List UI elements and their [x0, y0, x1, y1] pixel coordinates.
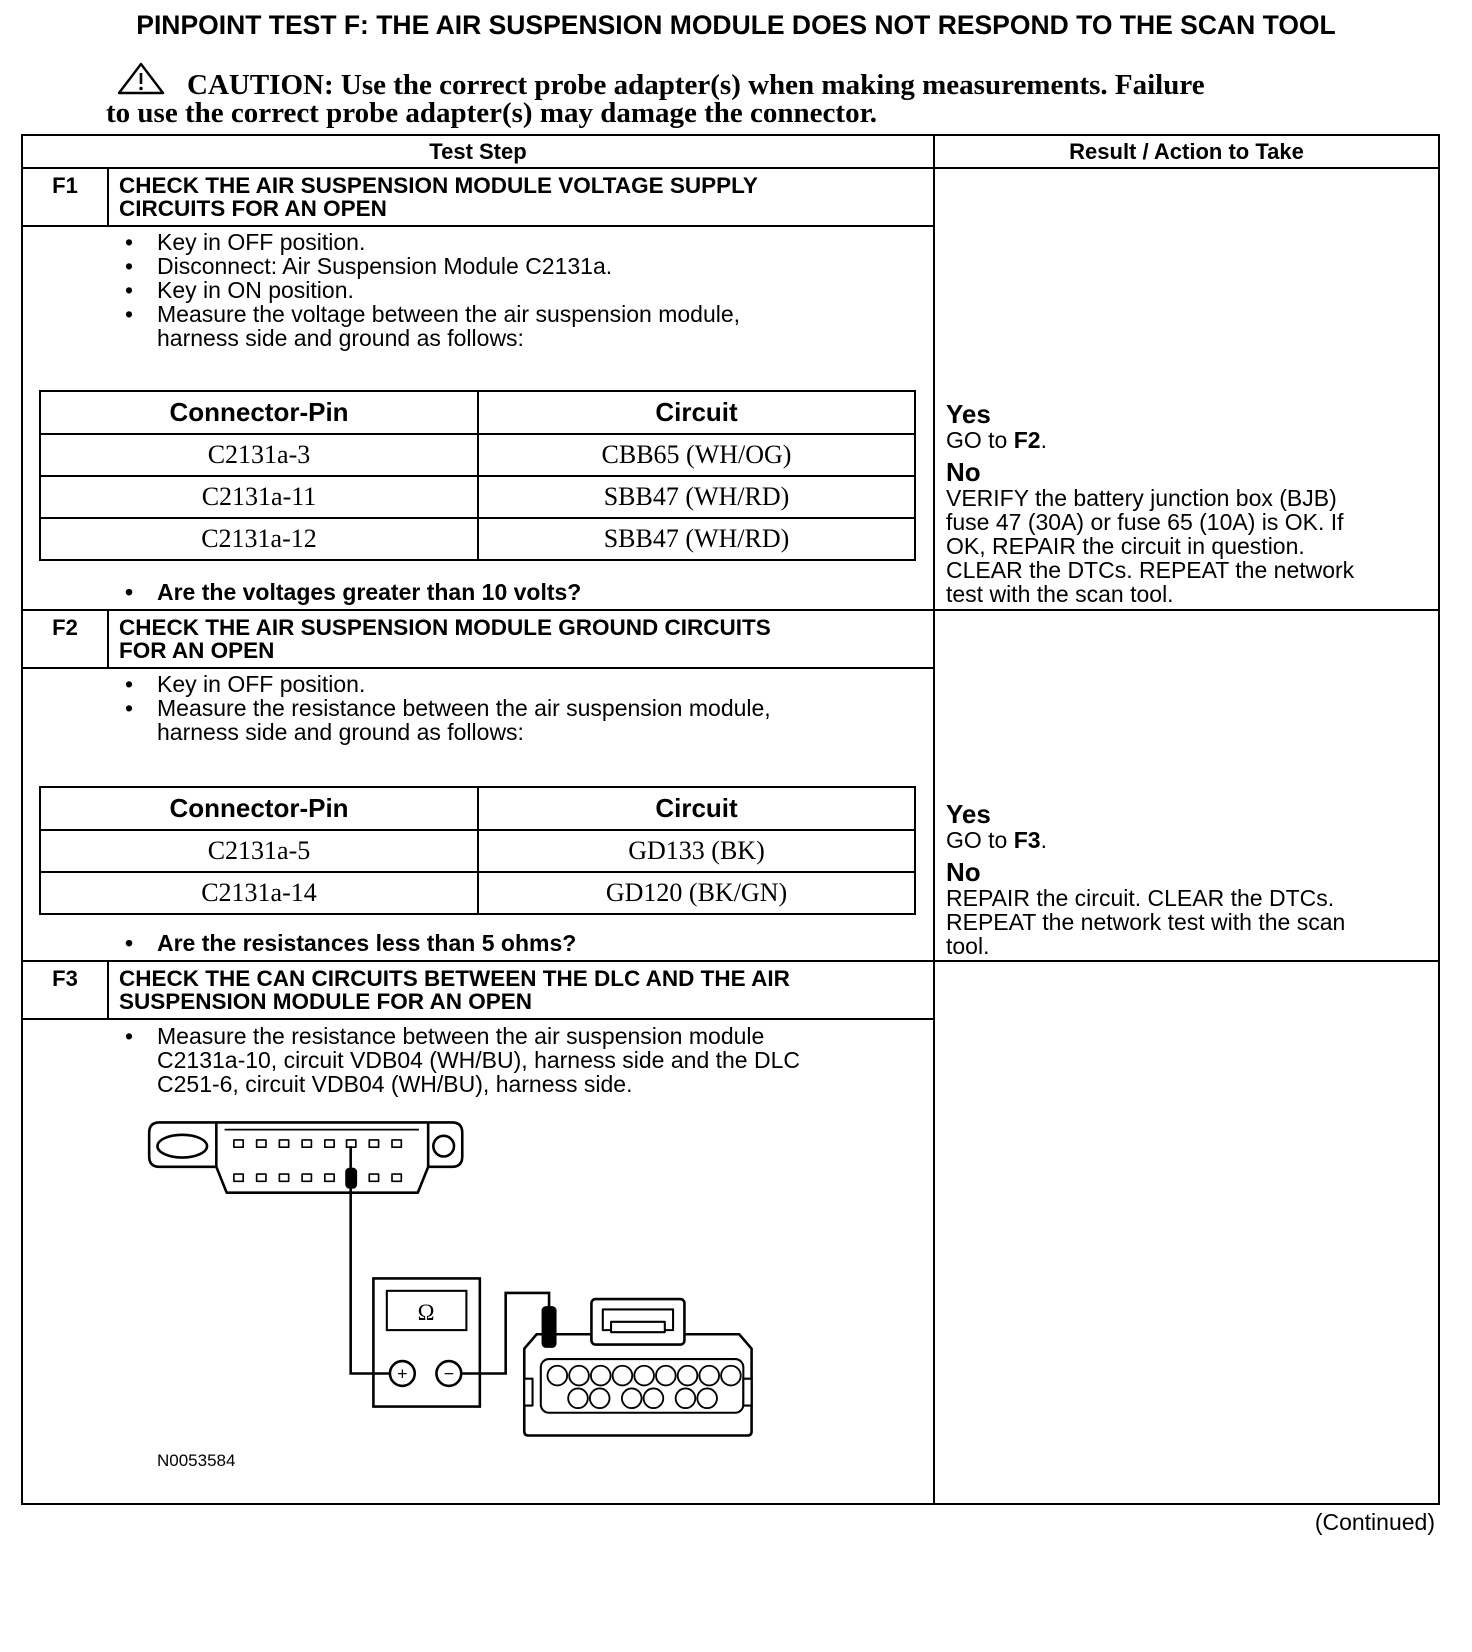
- circuit-cell: CBB65 (WH/OG): [478, 434, 915, 476]
- step-title-line: CHECK THE AIR SUSPENSION MODULE VOLTAGE SUPPLY: [119, 173, 758, 198]
- circuit-cell: SBB47 (WH/RD): [478, 476, 915, 518]
- yes-action-text: GO to: [946, 427, 1014, 453]
- bullet-text: Disconnect: Air Suspension Module C2131a.: [157, 253, 613, 279]
- caution-text-1: Use the correct probe adapter(s) when making measurements. Failure: [340, 69, 1205, 101]
- step-instructions: [23, 672, 928, 744]
- bullet-item: [23, 672, 928, 696]
- minus-label: −: [443, 1363, 454, 1384]
- step-title-line: FOR AN OPEN: [119, 638, 275, 663]
- table-header-row: [40, 787, 915, 830]
- bullet-text: Measure the resistance between the air suspension module,: [157, 695, 771, 721]
- multimeter: [373, 1278, 479, 1406]
- no-action-line: REPAIR the circuit. CLEAR the DTCs.: [946, 885, 1335, 911]
- header-result: Result / Action to Take: [1069, 139, 1304, 164]
- column-header: Connector-Pin: [40, 787, 478, 830]
- table-row: [40, 872, 915, 914]
- module-probe: [543, 1307, 555, 1346]
- yes-action: [946, 828, 1431, 852]
- step-number: F1: [52, 173, 78, 198]
- bullet-item: [23, 696, 928, 744]
- yes-target-step: F2: [1013, 427, 1041, 453]
- bullet-item: [23, 254, 928, 278]
- step-title: [119, 967, 790, 1013]
- step-result: [946, 400, 1431, 606]
- bullet-text: C2131a-10, circuit VDB04 (WH/BU), harness side and the DLC: [157, 1047, 801, 1073]
- circuit-cell: SBB47 (WH/RD): [478, 518, 915, 560]
- connector-pin-cell: C2131a-12: [40, 518, 478, 560]
- bullet-text: Measure the resistance between the air suspension module: [157, 1023, 765, 1049]
- warning-triangle-icon: [117, 62, 165, 96]
- f2-row-divider: [23, 960, 1438, 962]
- yes-action-text: GO to: [946, 827, 1014, 853]
- connector-pin-cell: C2131a-3: [40, 434, 478, 476]
- measurement-diagram: [144, 1115, 764, 1446]
- bullet-text: harness side and ground as follows:: [157, 719, 524, 745]
- no-action-line: CLEAR the DTCs. REPEAT the network: [946, 557, 1355, 583]
- step-title-line: CIRCUITS FOR AN OPEN: [119, 196, 387, 221]
- bullet-text: Key in ON position.: [157, 277, 354, 303]
- page-title: PINPOINT TEST F: THE AIR SUSPENSION MODULE DOES NOT RESPOND TO THE SCAN TOOL: [136, 10, 1336, 40]
- yes-action-suffix: .: [1040, 427, 1047, 453]
- connector-pin-table: [39, 786, 916, 915]
- yes-target-step: F3: [1013, 827, 1041, 853]
- bullet-icon: •: [125, 695, 134, 721]
- table-row: [40, 830, 915, 872]
- connector-pin-cell: C2131a-11: [40, 476, 478, 518]
- table-header-row: [40, 391, 915, 434]
- f1-number-divider: [107, 169, 109, 225]
- bullet-icon: •: [125, 1023, 134, 1049]
- caution-line-1: [187, 70, 1205, 100]
- no-action-line: REPEAT the network test with the scan: [946, 909, 1346, 935]
- connector-pin-table: [39, 390, 916, 561]
- step-result: [946, 800, 1431, 958]
- f1-title-divider: [23, 225, 933, 227]
- bullet-icon: •: [125, 579, 134, 605]
- step-number: F3: [52, 966, 78, 991]
- bullet-text: C251-6, circuit VDB04 (WH/BU), harness side.: [157, 1071, 633, 1097]
- no-action-line: tool.: [946, 933, 990, 959]
- header-divider: [23, 167, 1438, 169]
- no-action-line: OK, REPAIR the circuit in question.: [946, 533, 1305, 559]
- column-header: Circuit: [478, 391, 915, 434]
- question-text: Are the voltages greater than 10 volts?: [157, 579, 582, 605]
- bullet-text: harness side and ground as follows:: [157, 325, 524, 351]
- circuit-cell: GD133 (BK): [478, 830, 915, 872]
- question-text: Are the resistances less than 5 ohms?: [157, 930, 577, 956]
- connector-pin-cell: C2131a-5: [40, 830, 478, 872]
- step-instructions: [23, 230, 928, 350]
- f2-number-divider: [107, 611, 109, 667]
- table-row: [40, 476, 915, 518]
- step-title-line: SUSPENSION MODULE FOR AN OPEN: [119, 989, 532, 1014]
- no-label: No: [946, 457, 981, 487]
- bullet-icon: •: [125, 253, 134, 279]
- connector-pin-cell: C2131a-14: [40, 872, 478, 914]
- step-question: [23, 580, 928, 604]
- yes-action-suffix: .: [1040, 827, 1047, 853]
- bullet-icon: •: [125, 930, 134, 956]
- step-title: [119, 174, 758, 220]
- yes-action: [946, 428, 1431, 452]
- bullet-item: [23, 230, 928, 254]
- bullet-text: Key in OFF position.: [157, 671, 366, 697]
- step-title-line: CHECK THE AIR SUSPENSION MODULE GROUND CIRCUITS: [119, 615, 771, 640]
- yes-label: Yes: [946, 799, 991, 829]
- step-instructions: [23, 1024, 928, 1096]
- f2-title-divider: [23, 667, 933, 669]
- bullet-item: [23, 302, 928, 350]
- header-test-step: Test Step: [429, 139, 527, 164]
- step-title: [119, 616, 771, 662]
- table-row: [40, 518, 915, 560]
- bullet-icon: •: [125, 229, 134, 255]
- step-question: [23, 931, 928, 955]
- column-divider: [933, 136, 935, 1503]
- pinpoint-test-table: [21, 134, 1440, 1505]
- no-action-line: VERIFY the battery junction box (BJB): [946, 485, 1337, 511]
- plus-label: +: [397, 1363, 408, 1384]
- module-connector: [524, 1299, 751, 1435]
- bullet-icon: •: [125, 277, 134, 303]
- step-title-line: CHECK THE CAN CIRCUITS BETWEEN THE DLC AND THE AIR: [119, 966, 790, 991]
- diagram-code: N0053584: [157, 1451, 236, 1470]
- bullet-item: [23, 580, 928, 604]
- column-header: Connector-Pin: [40, 391, 478, 434]
- bullet-text: Measure the voltage between the air suspension module,: [157, 301, 741, 327]
- no-action-line: fuse 47 (30A) or fuse 65 (10A) is OK. If: [946, 509, 1344, 535]
- table-row: [40, 434, 915, 476]
- column-header: Circuit: [478, 787, 915, 830]
- caution-label: CAUTION:: [187, 69, 334, 101]
- circuit-cell: GD120 (BK/GN): [478, 872, 915, 914]
- step-number: F2: [52, 615, 78, 640]
- no-action-line: test with the scan tool.: [946, 581, 1174, 607]
- no-label: No: [946, 857, 981, 887]
- bullet-item: [23, 931, 928, 955]
- dlc-connector: [149, 1122, 462, 1192]
- continued-note: (Continued): [1314, 1509, 1435, 1535]
- bullet-icon: •: [125, 671, 134, 697]
- ohm-symbol: Ω: [417, 1299, 435, 1325]
- bullet-text: Key in OFF position.: [157, 229, 366, 255]
- yes-label: Yes: [946, 399, 991, 429]
- f3-title-divider: [23, 1018, 933, 1020]
- bullet-item: [23, 1024, 928, 1096]
- f3-number-divider: [107, 962, 109, 1018]
- f1-row-divider: [23, 609, 1438, 611]
- bullet-item: [23, 278, 928, 302]
- bullet-icon: •: [125, 301, 134, 327]
- caution-line-2: to use the correct probe adapter(s) may damage the connector.: [106, 97, 878, 129]
